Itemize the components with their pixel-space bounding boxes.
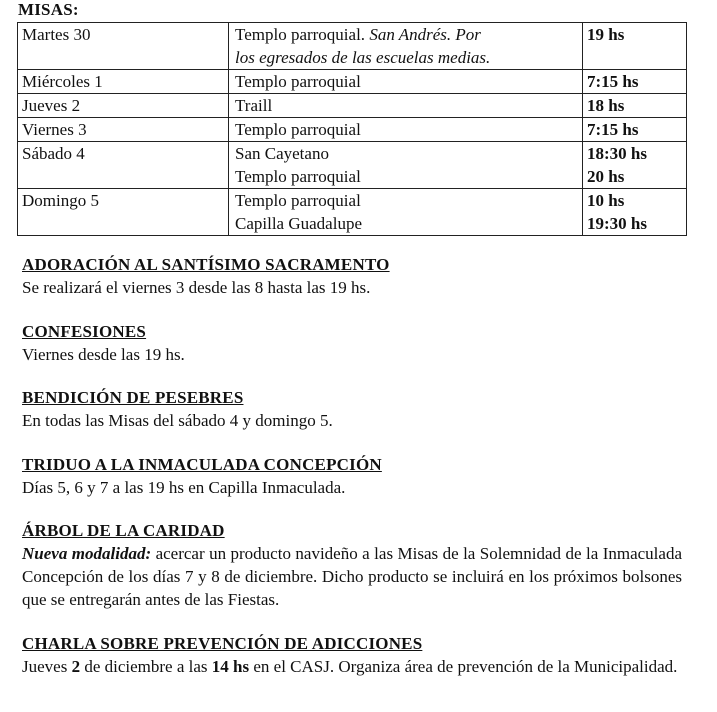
section-text: Se realizará el viernes 3 desde las 8 hasta las 19 hs. — [22, 278, 371, 297]
section-title: CHARLA SOBRE PREVENCIÓN DE ADICCIONES — [22, 634, 423, 653]
section-arbol — [22, 519, 682, 611]
place-line — [235, 23, 578, 46]
section-text: En todas las Misas del sábado 4 y domingo 5. — [22, 411, 333, 430]
time-line: 18:30 hs — [587, 144, 647, 163]
place-text: San Cayetano — [235, 144, 329, 163]
mass-time — [583, 189, 687, 236]
time-line: 7:15 hs — [587, 72, 639, 91]
mass-time — [583, 70, 687, 94]
place-text: Traill — [235, 96, 273, 115]
section-title: TRIDUO A LA INMACULADA CONCEPCIÓN — [22, 455, 382, 474]
body-text: acercar un producto navideño a las Misas de la Solemnidad de la Inmaculada Concepción de los días 7 y 8 de diciembre. Dicho producto se incluirá en los próximos bolsones que se entregarán antes de las Fiestas. — [22, 544, 682, 609]
place-line — [235, 70, 578, 93]
mass-place — [229, 189, 583, 236]
place-note: San Andrés. Por — [369, 25, 481, 44]
section-confesiones — [22, 320, 682, 366]
mass-row — [18, 23, 687, 70]
misas-heading: MISAS: — [18, 0, 79, 19]
time-line: 10 hs — [587, 191, 625, 210]
mass-time — [583, 23, 687, 70]
mass-place — [229, 23, 583, 70]
section-title: ADORACIÓN AL SANTÍSIMO SACRAMENTO — [22, 255, 390, 274]
mass-place — [229, 70, 583, 94]
place-text: Templo parroquial — [235, 191, 361, 210]
lead-text: Nueva modalidad: — [22, 544, 152, 563]
place-text: Templo parroquial — [235, 120, 361, 139]
mass-place — [229, 118, 583, 142]
time-line: 20 hs — [587, 167, 625, 186]
place-text: Templo parroquial. — [235, 25, 370, 44]
time-line: 19 hs — [587, 25, 625, 44]
section-adoracion — [22, 253, 682, 299]
section-title: ÁRBOL DE LA CARIDAD — [22, 521, 225, 540]
place-line — [235, 189, 578, 212]
text-part: de diciembre a las — [80, 657, 212, 676]
section-title: BENDICIÓN DE PESEBRES — [22, 388, 244, 407]
mass-day: Viernes 3 — [18, 118, 229, 142]
mass-row — [18, 118, 687, 142]
text-part: Jueves — [22, 657, 72, 676]
mass-row — [18, 142, 687, 189]
section-text — [22, 542, 682, 611]
section-triduo — [22, 453, 682, 499]
mass-day: Sábado 4 — [18, 142, 229, 189]
mass-place — [229, 94, 583, 118]
place-line — [235, 94, 578, 117]
place-text: Capilla Guadalupe — [235, 214, 362, 233]
place-line — [235, 142, 578, 165]
mass-time — [583, 94, 687, 118]
place-line — [235, 165, 578, 188]
place-note: los egresados de las escuelas medias. — [235, 48, 491, 67]
mass-day: Miércoles 1 — [18, 70, 229, 94]
section-title: CONFESIONES — [22, 322, 147, 341]
place-text: Templo parroquial — [235, 167, 361, 186]
mass-row — [18, 94, 687, 118]
mass-time — [583, 142, 687, 189]
time-line: 19:30 hs — [587, 214, 647, 233]
place-line — [235, 118, 578, 141]
time-line: 7:15 hs — [587, 120, 639, 139]
mass-day: Martes 30 — [18, 23, 229, 70]
place-line — [235, 212, 578, 235]
bold-time: 14 hs — [211, 657, 250, 676]
mass-time — [583, 118, 687, 142]
section-text: Días 5, 6 y 7 a las 19 hs en Capilla Inmaculada. — [22, 478, 346, 497]
mass-schedule-body — [18, 23, 687, 236]
text-part: en el CASJ. Organiza área de prevención de la Municipalidad. — [249, 657, 678, 676]
place-line — [235, 46, 578, 69]
place-text: Templo parroquial — [235, 72, 361, 91]
mass-day: Domingo 5 — [18, 189, 229, 236]
mass-day: Jueves 2 — [18, 94, 229, 118]
mass-schedule-table — [17, 22, 687, 236]
mass-row — [18, 189, 687, 236]
bold-day: 2 — [71, 657, 81, 676]
mass-place — [229, 142, 583, 189]
time-line: 18 hs — [587, 96, 625, 115]
section-charla — [22, 632, 682, 678]
section-bendicion — [22, 386, 682, 432]
section-text: Viernes desde las 19 hs. — [22, 345, 185, 364]
section-text — [22, 655, 682, 678]
mass-row — [18, 70, 687, 94]
